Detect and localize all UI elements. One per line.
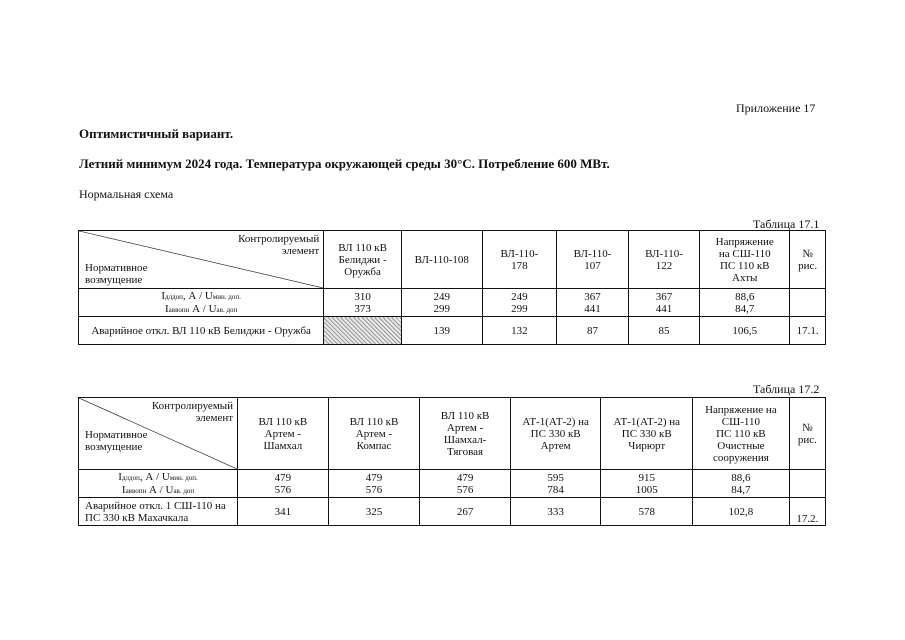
norm-value-cell: 479 576 [238,470,329,498]
column-header-line: 107 [584,259,601,272]
column-header-line: Артем [540,439,571,452]
row-label: Аварийное откл. 1 СШ-110 на ПС 330 кВ Махачкала [79,498,238,526]
column-header-line: ПС 330 кВ [621,427,672,440]
column-header-line: Оружба [344,265,381,278]
column-header [238,398,329,470]
data-cell: 87 [557,317,629,345]
column-header-line: Напряжение на [705,403,777,416]
column-header-line: Артем - [446,421,484,434]
data-cell: 267 [420,498,511,526]
column-header-line: Ахты [732,271,758,284]
appendix-label: Приложение 17 [736,101,816,115]
corner-bottom-1: Нормативное [85,262,148,274]
column-header [700,231,790,289]
corner-top-2: элемент [195,412,234,424]
column-header-line: Белиджи - [338,253,387,266]
column-header-line: на СШ-110 [718,247,771,260]
corner-top-1: Контролируемый [238,233,320,245]
column-header-line: ПС 110 кВ [716,427,766,440]
column-header-line: сооружения [713,451,769,464]
norm-value-cell: 88,6 84,7 [693,470,790,498]
table-17-2 [78,397,826,526]
column-header [790,231,826,289]
norm-value-cell: 479 576 [420,470,511,498]
column-header-line: № [802,421,813,434]
column-header-line: ВЛ-110- [573,247,612,260]
norm-value-cell: 915 1005 [601,470,693,498]
norm-value-cell: 479 576 [328,470,420,498]
column-header-line: Артем - [355,427,393,440]
data-cell: 325 [328,498,420,526]
column-header-line: рис. [797,433,817,446]
column-header-line: Шамхал [263,439,303,452]
scheme-label: Нормальная схема [79,187,174,201]
column-header-line: ПС 330 кВ [530,427,581,440]
column-header [601,398,693,470]
norm-value-cell: 367 441 [628,289,700,317]
column-header-line: рис. [798,259,818,272]
data-cell: 85 [628,317,700,345]
row-label: Аварийное откл. ВЛ 110 кВ Белиджи - Оружба [79,317,324,345]
column-header-line: Напряжение [715,235,774,248]
table-caption-2: Таблица 17.2 [753,382,820,396]
corner-bottom-2: возмущение [85,441,143,453]
data-cell: 102,8 [693,498,790,526]
corner-top-2: элемент [281,245,320,257]
column-header-line: Тяговая [447,445,484,458]
norm-label-cell: Iдлдоп, А / Uмин. доп. Iаввопн А / Uав. доп [79,289,324,317]
column-header-line: ВЛ 110 кВ [349,415,399,428]
column-header-line: ВЛ-110-108 [414,253,469,266]
column-header [557,231,629,289]
figure-number: 17.2. [789,498,825,526]
column-header [693,398,790,470]
column-header [324,231,402,289]
column-header [401,231,482,289]
column-header-line: Очистные [717,439,765,452]
norm-value-cell: 595 784 [510,470,601,498]
empty-cell [790,289,826,317]
column-header-line: № [802,247,813,260]
column-header-line: АТ-1(АТ-2) на [522,415,589,428]
table-caption-1: Таблица 17.1 [753,217,820,231]
column-header-line: Чирюрт [628,439,666,452]
norm-value-cell: 249 299 [482,289,557,317]
condition-heading: Летний минимум 2024 года. Температура окружающей среды 30°С. Потребление 600 МВт. [79,156,610,171]
norm-value-cell: 310 373 [324,289,402,317]
corner-bottom-2: возмущение [85,274,143,286]
norm-value-cell: 367 441 [557,289,629,317]
column-header [420,398,511,470]
norm-value-cell: 249 299 [401,289,482,317]
column-header [510,398,601,470]
corner-bottom-1: Нормативное [85,429,148,441]
corner-top-1: Контролируемый [151,400,234,412]
column-header-line: ВЛ-110- [645,247,683,260]
column-header-line: Артем - [264,427,302,440]
column-header-line: ВЛ 110 кВ [440,409,490,422]
blurred-cell [324,317,402,345]
empty-cell [789,470,825,498]
corner-header [79,398,238,470]
column-header-line: СШ-110 [721,415,760,428]
column-header [789,398,825,470]
column-header-line: ВЛ 110 кВ [258,415,308,428]
norm-label-cell: Iдлдоп, А / Uмин. доп. Iаввопн А / Uав. доп [79,470,238,498]
column-header-line: 178 [511,259,528,272]
column-header-line: Шамхал- [443,433,487,446]
column-header-line: ВЛ-110- [500,247,539,260]
column-header [328,398,420,470]
data-cell: 132 [482,317,557,345]
variant-heading: Оптимистичный вариант. [79,126,234,141]
data-cell: 333 [510,498,601,526]
column-header-line: ПС 110 кВ [719,259,770,272]
column-header-line: ВЛ 110 кВ [338,241,387,254]
data-cell: 578 [601,498,693,526]
column-header [628,231,700,289]
column-header [482,231,557,289]
column-header-line: АТ-1(АТ-2) на [613,415,681,428]
norm-value-cell: 88,6 84,7 [700,289,790,317]
corner-header [79,231,324,289]
table-17-1 [78,230,826,345]
data-cell: 106,5 [700,317,790,345]
data-cell: 341 [238,498,329,526]
column-header-line: 122 [655,259,673,272]
column-header-line: Компас [356,439,392,452]
data-cell: 139 [401,317,482,345]
figure-number: 17.1. [790,317,826,345]
